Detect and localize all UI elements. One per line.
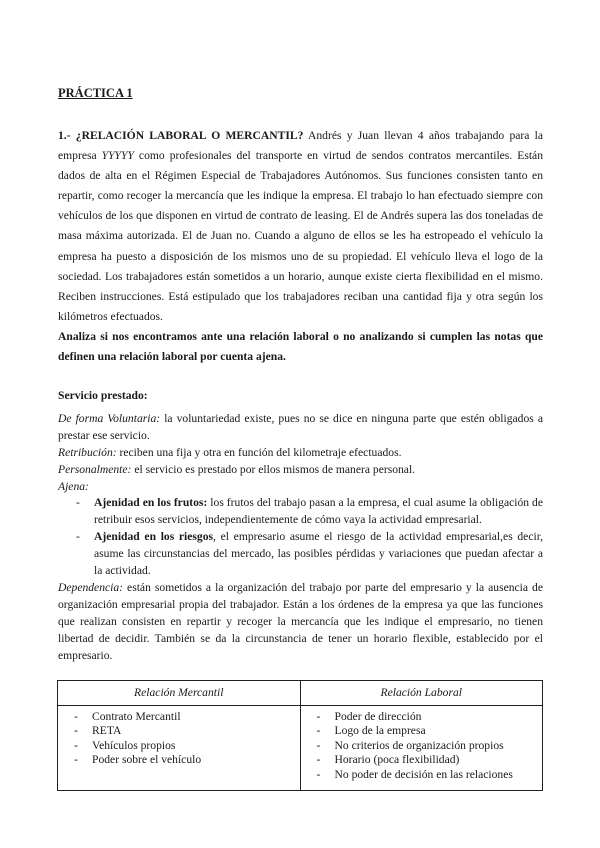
list-item: - No criterios de organización propios	[317, 739, 543, 753]
mercantil-cell	[58, 706, 301, 791]
dependency-text: están sometidos a la organización del trabajo por parte del empresario y la ausencia de organización empresarial propia del trabajador. Están a los órdenes de la empresa ya que las funciones que realizan consisten en repartir y recoger la mercancía que les indique el empresario, no tienen libertad de decidir. También se da la circunstancia de tener un horario flexible, establecido por el empresario.	[58, 580, 543, 662]
list-item: - Contrato Mercantil	[74, 710, 300, 724]
question-body-part-2: como profesionales del transporte en virtud de sendos contratos mercantiles. Están dados de alta en el Régimen Especial de Trabajadores Autónomos. Sus funciones consisten tanto en repartir, como recoger la mercancía que les indique la empresa. El trabajo lo han efectuado siempre con vehículos de los que disponen en virtud de contrato de leasing. El de Andrés supera las dos toneladas de masa máxima autorizada. El de Juan no. Cuando a alguno de ellos se les ha estropeado el vehículo la empresa ha puesto a disposición de los mismos uno de su propiedad. El vehículo lleva el logo de la sociedad. Los trabajadores están sometidos a un horario, aunque existe cierta flexibilidad en el mismo. Reciben instrucciones. Está estipulado que los trabajadores reciban una cantidad fija y otra según los kilómetros efectuados.	[58, 149, 543, 323]
question-body-part-1: Andrés y Juan llevan 4 años trabajando para la empresa	[58, 129, 543, 163]
list-item	[76, 495, 543, 529]
list-item: - Poder sobre el vehículo	[74, 753, 300, 767]
personal-paragraph	[58, 462, 543, 479]
analysis-instruction: Analiza si nos encontramos ante una relación laboral o no analizando si cumplen las notas que definen una relación laboral por cuenta ajena.	[58, 329, 543, 364]
question-paragraph	[58, 126, 543, 367]
ajena-label: Ajena:	[58, 479, 89, 493]
voluntary-text: la voluntariedad existe, pues no se dice en ninguna parte que estén obligados a prestar ese servicio.	[58, 411, 543, 442]
ajena-paragraph	[58, 479, 543, 496]
question-heading: 1.- ¿RELACIÓN LABORAL O MERCANTIL?	[58, 129, 304, 142]
list-item: - No poder de decisión en las relaciones	[317, 768, 543, 782]
ajena-frutos-head: Ajenidad en los frutos:	[94, 496, 208, 510]
list-item: - Logo de la empresa	[317, 724, 543, 738]
retribution-paragraph	[58, 445, 543, 462]
dependency-paragraph	[58, 580, 543, 665]
mercantil-list	[58, 710, 300, 768]
ajena-riesgos-head: Ajenidad en los riesgos	[94, 530, 214, 544]
table-header-row	[58, 681, 543, 706]
dependency-label: Dependencia:	[58, 580, 124, 594]
laboral-header: Relación Laboral	[300, 681, 543, 706]
company-name: YYYYY	[101, 149, 134, 163]
list-item: - Horario (poca flexibilidad)	[317, 753, 543, 767]
retribution-text: reciben una fija y otra en función del kilometraje efectuados.	[116, 445, 402, 459]
laboral-cell	[300, 706, 543, 791]
ajena-frutos-text: los frutos del trabajo pasan a la empresa, el cual asume la obligación de retribuir esos servicios, independientemente de cómo vaya la actividad empresarial.	[94, 496, 543, 527]
list-item	[76, 529, 543, 580]
retribution-label: Retribución:	[58, 445, 117, 459]
list-item: - RETA	[74, 724, 300, 738]
table-row	[58, 706, 543, 791]
voluntary-label: De forma Voluntaria:	[58, 411, 161, 425]
comparison-table	[57, 680, 543, 791]
list-item: - Vehículos propios	[74, 739, 300, 753]
ajena-riesgos-text: , el empresario asume el riesgo de la actividad empresarial,es decir, asume las circunstancias del mercado, las posibles pérdidas y variaciones que puedan afectar a la actividad.	[94, 530, 543, 578]
personal-text: el servicio es prestado por ellos mismos de manera personal.	[131, 462, 416, 476]
list-item: - Poder de dirección	[317, 710, 543, 724]
personal-label: Personalmente:	[58, 462, 132, 476]
mercantil-header: Relación Mercantil	[58, 681, 301, 706]
laboral-list	[301, 710, 543, 782]
service-title: Servicio prestado:	[58, 389, 148, 402]
voluntary-paragraph	[58, 411, 543, 445]
service-section	[58, 388, 543, 665]
page-title: PRÁCTICA 1	[58, 86, 133, 100]
ajena-list	[58, 495, 543, 580]
